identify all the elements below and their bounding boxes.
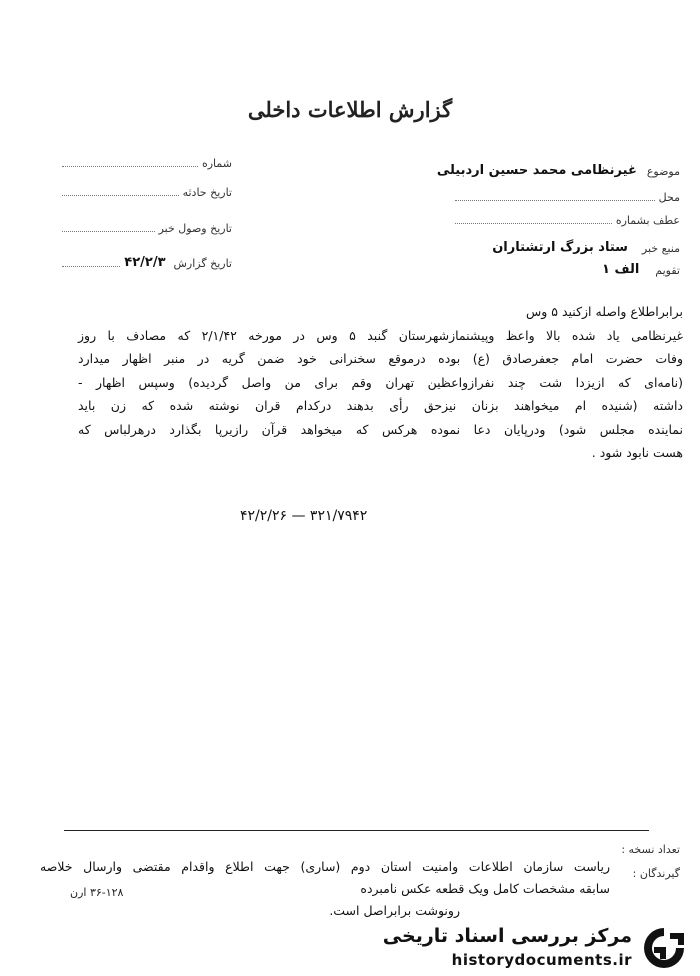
body-line: (نامه‌ای که ازیزدا شت چند نفرازواعظین تهران وقم برای من واصل گردیده) وسپس اظهار - — [78, 374, 683, 390]
document-title: گزارش اطلاعات داخلی — [247, 97, 453, 122]
field-report-date-value: ۴۲/۲/۳ — [124, 255, 166, 270]
copies-label: تعداد نسخه : — [621, 843, 680, 856]
file-code: ۳۶-۱۲۸ ارن — [70, 886, 124, 899]
body-line: وفات حضرت امام جعفرصادق (ع) بوده درموقع سخنرانی خود ضمن گریه در منبر اظهار میدارد — [78, 351, 683, 366]
field-receipt-date-line — [62, 230, 155, 232]
field-calendar-value: الف ۱ — [602, 262, 640, 277]
footer-divider — [64, 830, 649, 831]
watermark — [382, 925, 690, 971]
field-report-date — [62, 255, 232, 270]
archive-logo-icon — [640, 925, 688, 969]
distribution-line: رونوشت برابراصل است. — [329, 903, 460, 918]
body-line: هست نابود شود . — [591, 445, 683, 460]
body-line: نماینده مجلس شود) ودرپایان دعا نموده هرکس که میخواهد قرآن رازیرپا بگذارد درهرلباس که — [78, 421, 683, 437]
field-reference-number-label: عطف بشماره — [615, 214, 680, 227]
watermark-title: مرکز بررسی اسناد تاریخی — [382, 925, 632, 947]
field-subject — [436, 163, 680, 178]
field-subject-value: غیرنظامی محمد حسین اردبیلی — [436, 163, 637, 178]
field-source-label: منبع خبر — [641, 242, 680, 255]
field-source-value: ستاد بزرگ ارتشتاران — [492, 240, 628, 255]
distribution-text — [40, 856, 610, 922]
field-receipt-date-label: تاریخ وصول خبر — [158, 222, 232, 235]
distribution-line: ریاست سازمان اطلاعات وامنیت استان دوم (ساری) جهت اطلاع واقدام مقتضی وارسال خلاصه — [40, 859, 610, 874]
field-source — [440, 240, 680, 255]
field-incident-date-label: تاریخ حادثه — [182, 186, 232, 199]
field-incident-date-line — [62, 194, 179, 196]
field-subject-label: موضوع — [646, 165, 680, 178]
field-number-line — [62, 165, 198, 167]
field-report-date-label: تاریخ گزارش — [173, 257, 232, 270]
distribution-line: سابقه مشخصات کامل ویک قطعه عکس نامبرده — [360, 881, 610, 896]
field-location-line — [455, 199, 655, 201]
body-line: غیرنظامی یاد شده بالا واعظ وپیشنمازشهرستان گنبد ۵ وس در مورخه ۲/۱/۴۲ که مصادف با روز — [78, 327, 684, 343]
field-report-date-line — [62, 265, 120, 267]
watermark-url: historydocuments.ir — [451, 951, 632, 969]
field-calendar — [540, 262, 680, 277]
body-line: برابراطلاع واصله ازکنید ۵ وس — [525, 304, 683, 319]
recipients-label: گیرندگان : — [632, 867, 680, 880]
field-calendar-label: تقویم — [655, 264, 680, 277]
field-receipt-date — [62, 222, 232, 235]
body-line: داشته (شنیده ام میخواهند بزنان نیزحق رأی بدهند درکدام قران نوشته شده که زن باید — [78, 398, 683, 413]
report-body — [78, 300, 683, 465]
field-location — [455, 191, 680, 204]
field-location-label: محل — [658, 191, 680, 204]
field-number — [62, 157, 232, 170]
field-reference-number — [455, 214, 680, 227]
reference-number: ۴۲/۲/۲۶ — ۳۲۱/۷۹۴۲ — [240, 508, 368, 524]
field-incident-date — [62, 186, 232, 199]
field-number-label: شماره — [201, 157, 232, 170]
field-reference-number-line — [455, 222, 612, 224]
